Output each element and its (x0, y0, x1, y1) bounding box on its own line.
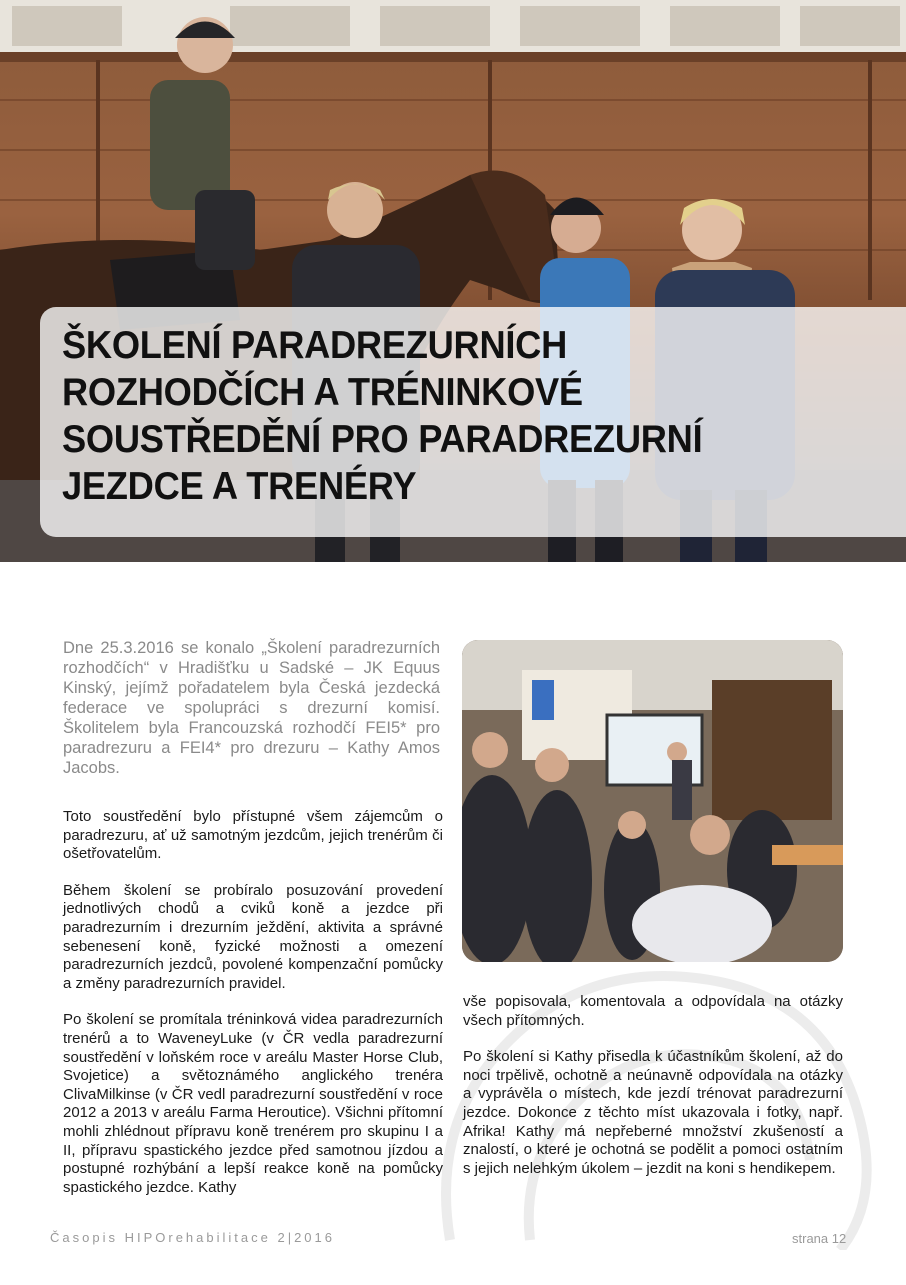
title-line: SOUSTŘEDĚNÍ PRO PARADREZURNÍ (62, 418, 703, 461)
paragraph: Po školení se promítala tréninková videa paradrezurních trenérů a to WaveneyLuke (v ČR vedla paradrezurní soustředění v loňském roce v areálu Master Horse Club, Svojetice) a světoznámého anglického trenéra ClivaMilkinse (v ČR vedl paradrezurní soustředění v roce 2012 a 2013 v areálu Farma Heroutice). Všichni přítomní mohli zhlédnout přípravu koně trenérem pro skupinu I a II, přípravu spastického jezdce před samotnou jízdou a postupné rozhýbání a lepší reakce koně na pomůcky spastického jezdce. Kathy (63, 1011, 443, 1196)
left-column (63, 808, 443, 1215)
footer-page-number: strana 12 (792, 1231, 847, 1246)
paragraph: Toto soustředění bylo přístupné všem zájemcům o paradrezuru, ať už samotným jezdcům, jejich trenérům či ošetřovatelům. (63, 808, 443, 863)
paragraph: Po školení si Kathy přisedla k účastníkům školení, až do noci trpělivě, ochotně a neúnavně odpovídala na otázky a vyprávěla o místech, kde jezdí trénovat paradrezurní jezdce. Dokonce z těchto míst ukazovala i fotky, např. Afrika! Kathy má nepřeberné množství zkušeností a znalostí, o které je ochotná se podělit a pomoci ostatním s jejich nelehkým úkolem – jezdit na koni s hendikepem. (463, 1048, 843, 1177)
article-title (62, 322, 806, 510)
title-line: ŠKOLENÍ PARADREZURNÍCH (62, 324, 568, 367)
paragraph: Během školení se probíralo posuzování provedení jednotlivých chodů a cviků koně a jezdce při paradrezurním i drezurním ježdění, aktivita a správné sebenesení koně, fyzické možnosti a omezení paradrezurních jezdců, povolené kompenzační pomůcky a změny paradrezurních pravidel. (63, 881, 443, 992)
right-column (463, 993, 843, 1196)
title-line: JEZDCE A TRENÉRY (62, 465, 417, 508)
paragraph: vše popisovala, komentovala a odpovídala na otázky všech přítomných. (463, 993, 843, 1029)
title-line: ROZHODČÍCH A TRÉNINKOVÉ (62, 371, 583, 414)
seminar-photo (462, 640, 843, 962)
seminar-photo-illustration (462, 640, 843, 962)
footer-magazine-name: Časopis HIPOrehabilitace 2|2016 (50, 1230, 335, 1245)
article-lead: Dne 25.3.2016 se konalo „Školení paradrezurních rozhodčích“ v Hradišťku u Sadské – JK Equus Kinský, jejímž pořadatelem byla Česká jezdecká federace ve spolupráci s drezurní komisí. Školitelem byla Francouzská rozhodčí FEI5* pro paradrezuru a FEI4* pro drezuru – Kathy Amos Jacobs. (63, 639, 440, 777)
